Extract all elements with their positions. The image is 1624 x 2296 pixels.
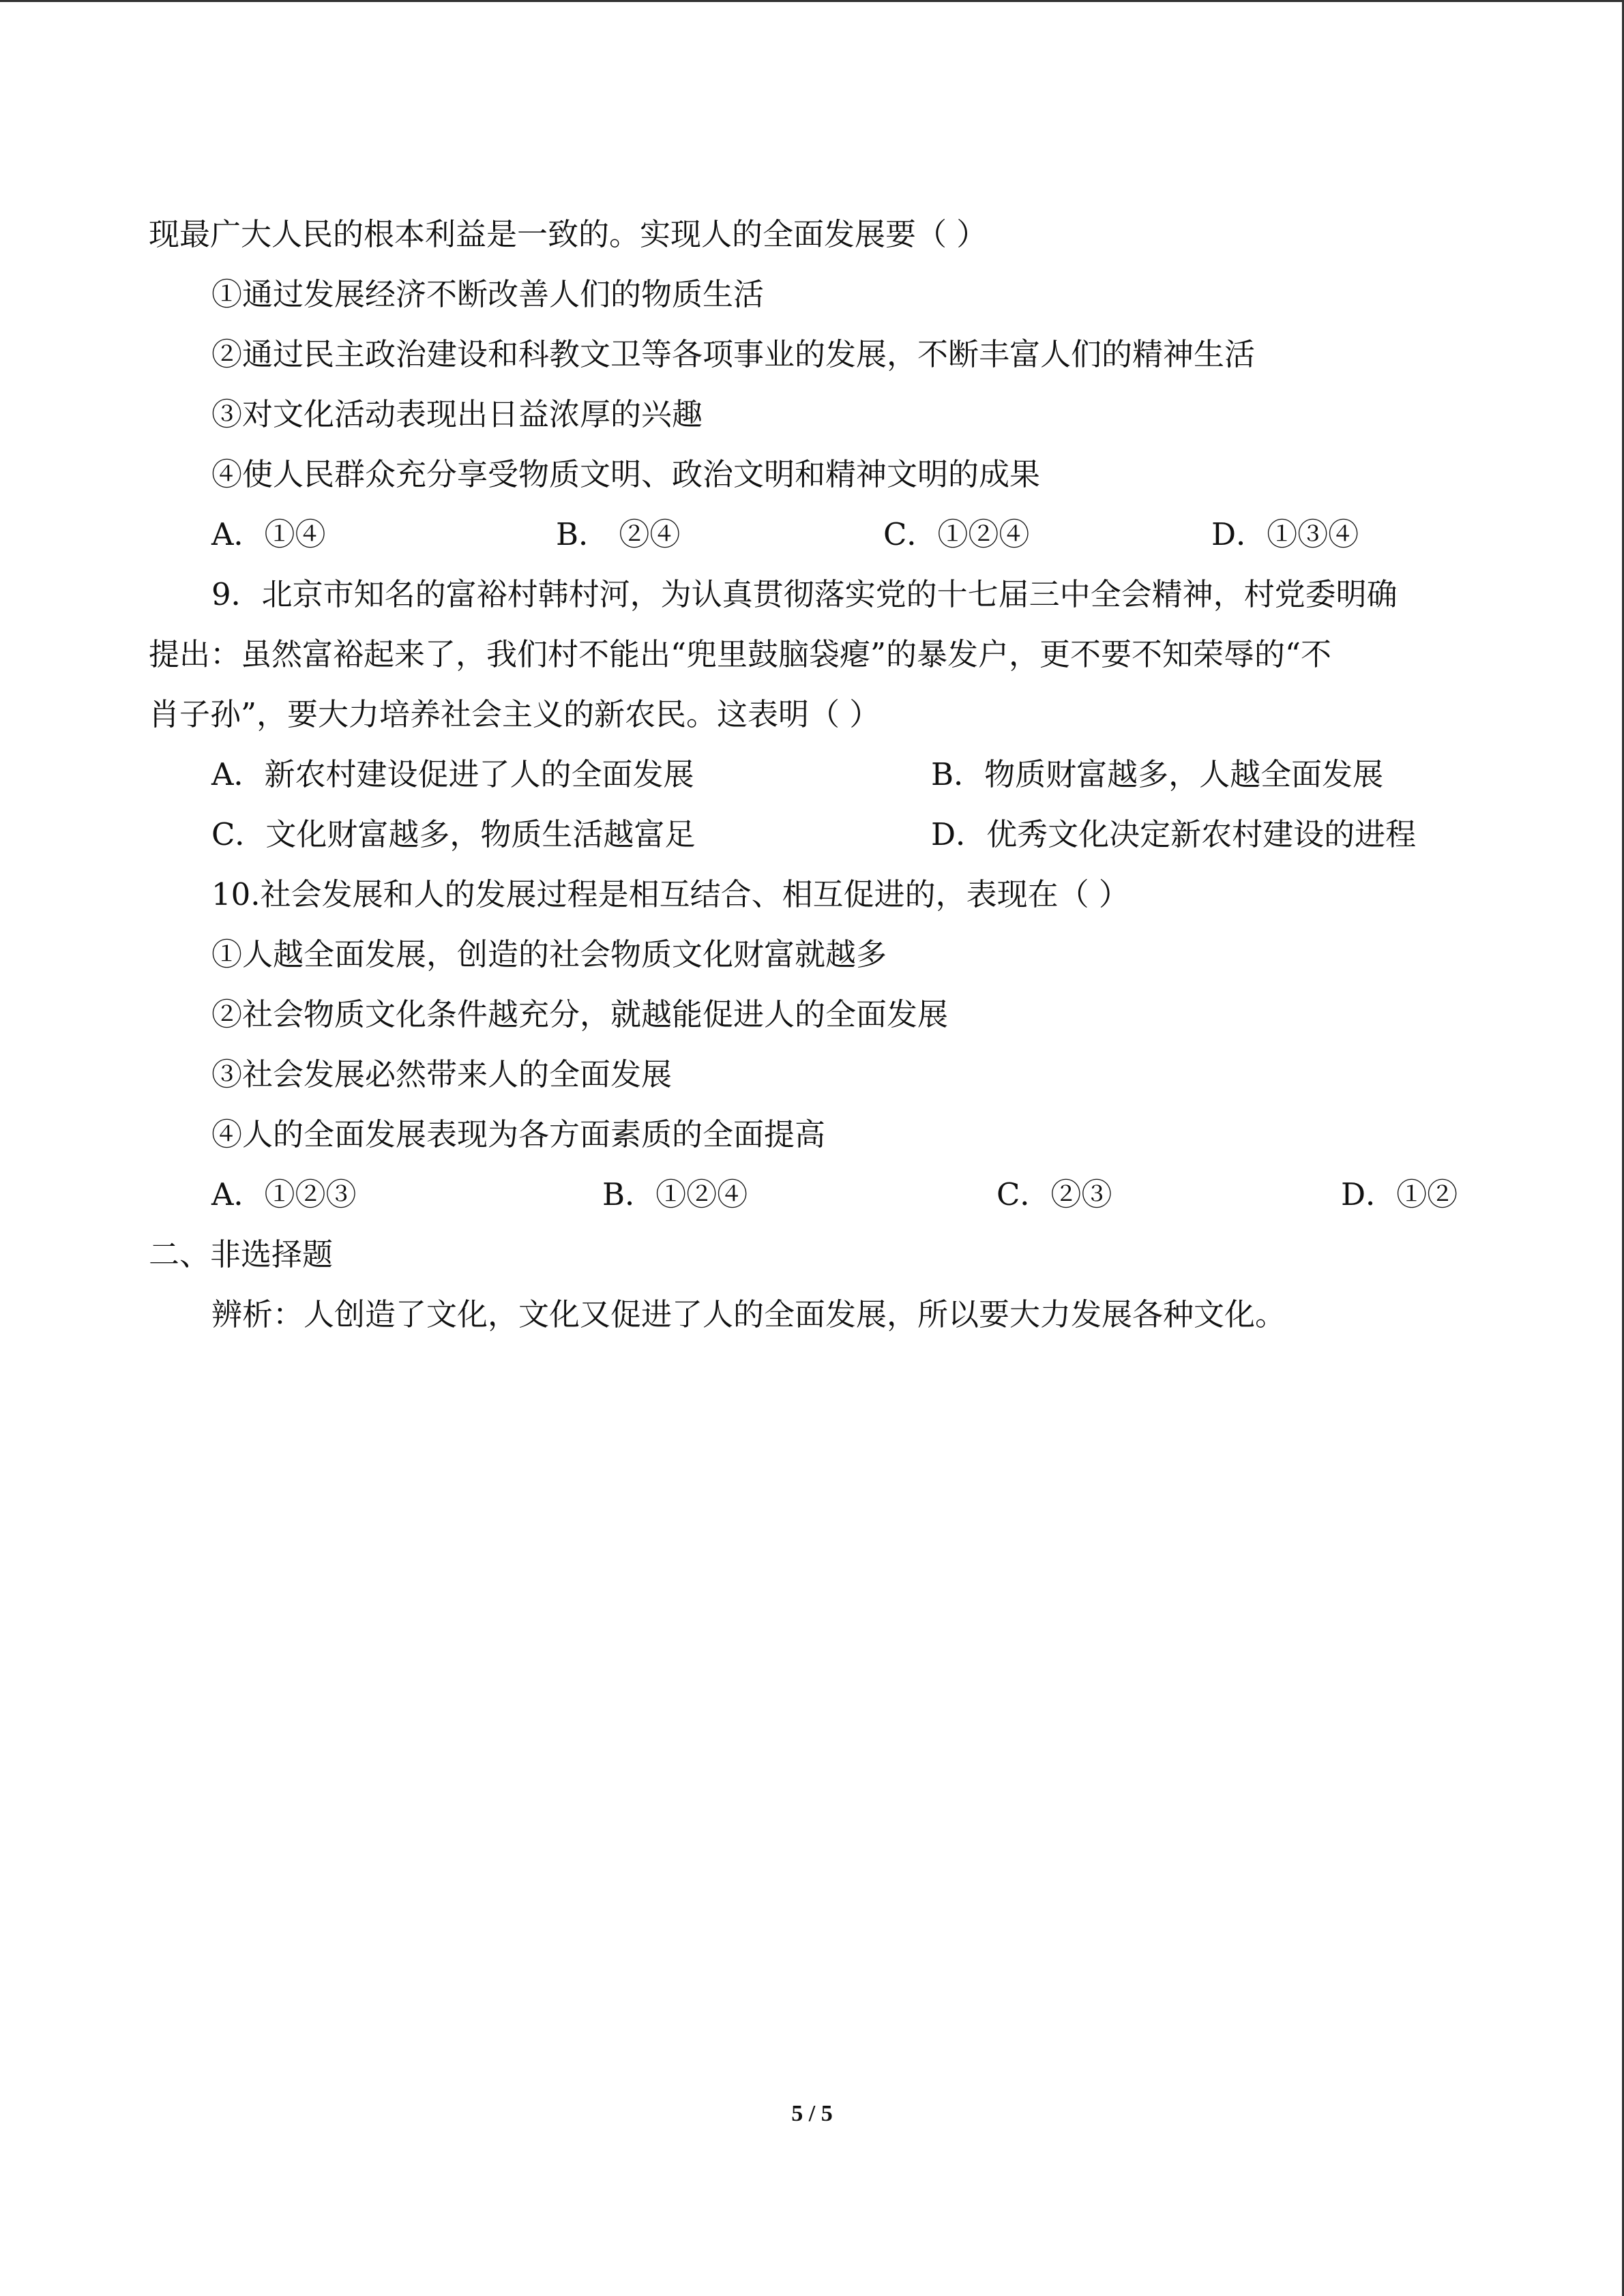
q10-item-3: ③社会发展必然带来人的全面发展 — [211, 1056, 673, 1092]
q9-stem-line-1: 9．北京市知名的富裕村韩村河，为认真贯彻落实党的十七届三中全会精神，村党委明确 — [211, 576, 1398, 612]
page-number: 5 / 5 — [791, 2101, 833, 2126]
q9-option-a: A．新农村建设促进了人的全面发展 — [211, 756, 694, 792]
q10-item-1: ①人越全面发展，创造的社会物质文化财富就越多 — [211, 936, 887, 972]
page-border-top — [0, 0, 1624, 2]
q9-option-b: B．物质财富越多，人越全面发展 — [931, 756, 1384, 792]
q8-item-2: ②通过民主政治建设和科教文卫等各项事业的发展，不断丰富人们的精神生活 — [211, 336, 1256, 372]
q8-option-d: D．①③④ — [1211, 516, 1359, 552]
q8-option-c: C．①②④ — [883, 516, 1030, 552]
q8-item-4: ④使人民群众充分享受物质文明、政治文明和精神文明的成果 — [211, 456, 1041, 492]
q8-option-a: A．①④ — [211, 516, 326, 552]
q9-stem-line-3: 肖子孙”，要大力培养社会主义的新农民。这表明（ ） — [149, 696, 881, 732]
q8-stem-end: 现最广大人民的根本利益是一致的。实现人的全面发展要（ ） — [149, 216, 988, 252]
q9-stem-line-2: 提出：虽然富裕起来了，我们村不能出“兜里鼓脑袋瘪”的暴发户，更不要不知荣辱的“不 — [149, 636, 1332, 672]
q10-option-a: A．①②③ — [211, 1176, 357, 1212]
q10-item-2: ②社会物质文化条件越充分，就越能促进人的全面发展 — [211, 996, 949, 1032]
q8-item-1: ①通过发展经济不断改善人们的物质生活 — [211, 276, 765, 312]
q8-option-b: B． ②④ — [556, 516, 681, 552]
analysis-statement: 辨析：人创造了文化，文化又促进了人的全面发展，所以要大力发展各种文化。 — [211, 1296, 1286, 1332]
q10-option-b: B．①②④ — [602, 1176, 748, 1212]
section-heading: 二、非选择题 — [149, 1236, 334, 1272]
q10-option-c: C．②③ — [996, 1176, 1112, 1212]
q9-option-d: D．优秀文化决定新农村建设的进程 — [931, 816, 1417, 852]
q10-stem: 10.社会发展和人的发展过程是相互结合、相互促进的，表现在（ ） — [211, 876, 1130, 912]
q10-item-4: ④人的全面发展表现为各方面素质的全面提高 — [211, 1116, 826, 1152]
q10-option-d: D．①② — [1341, 1176, 1458, 1212]
q9-option-c: C．文化财富越多，物质生活越富足 — [211, 816, 696, 852]
q8-item-3: ③对文化活动表现出日益浓厚的兴趣 — [211, 396, 703, 432]
